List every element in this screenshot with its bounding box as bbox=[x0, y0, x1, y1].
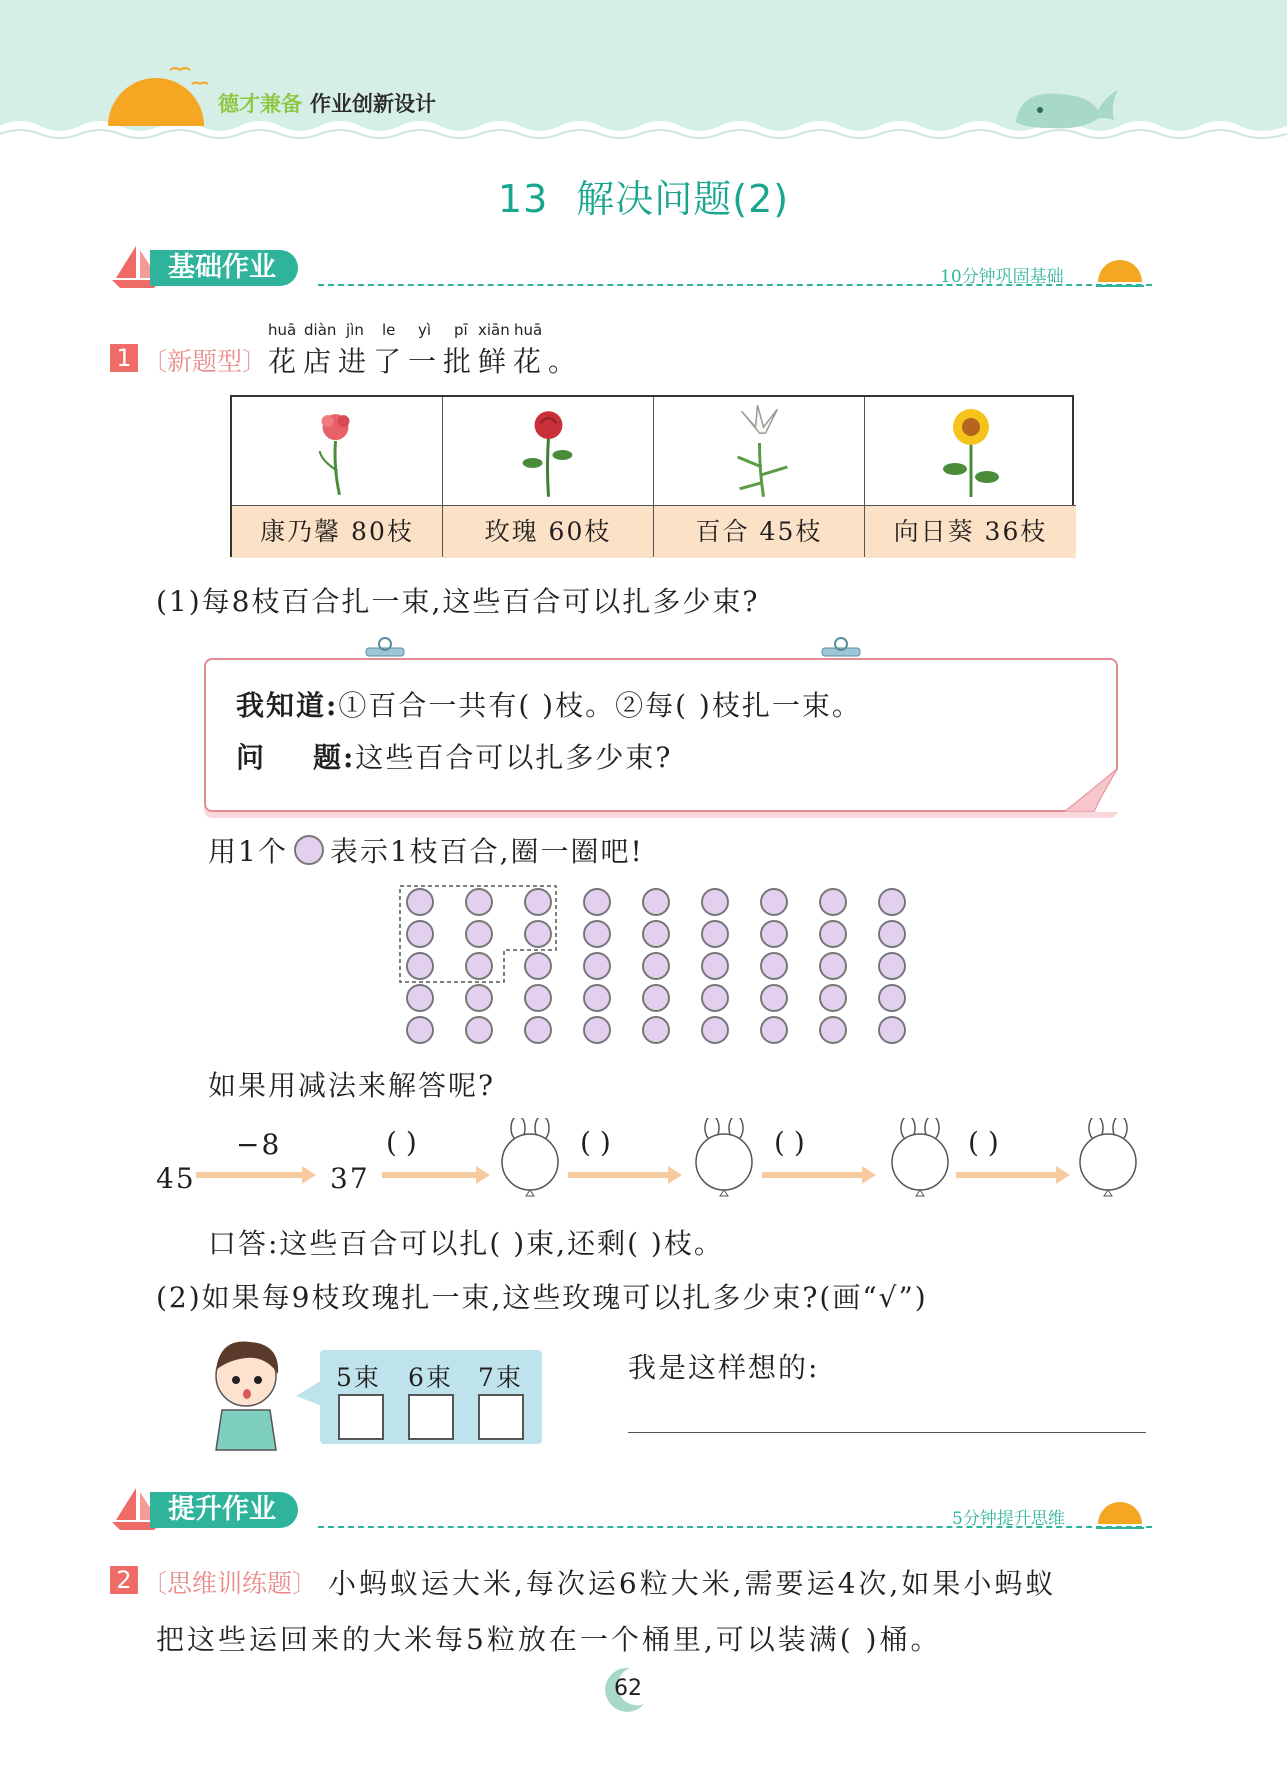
pinyin-syllable: xiān bbox=[478, 321, 510, 339]
know-text: ①百合一共有( )枝。②每( )枝扎一束。 bbox=[338, 689, 862, 722]
lily-dot[interactable] bbox=[878, 984, 906, 1012]
lily-dot[interactable] bbox=[819, 952, 847, 980]
lily-dot[interactable] bbox=[878, 888, 906, 916]
lily-dot[interactable] bbox=[819, 1016, 847, 1044]
answer-line[interactable] bbox=[628, 1432, 1146, 1433]
flower-label: 百合 45枝 bbox=[654, 505, 864, 558]
lily-dot[interactable] bbox=[524, 952, 552, 980]
question-number-1: 1 bbox=[110, 344, 138, 372]
part2-question: (2)如果每9枝玫瑰扎一束,这些玫瑰可以扎多少束?(画“√”) bbox=[156, 1281, 928, 1314]
lily-dot[interactable] bbox=[406, 920, 434, 948]
question-2-line-1: 小蚂蚁运大米,每次运6粒大米,需要运4次,如果小蚂蚁 bbox=[328, 1567, 1057, 1600]
section-advanced-subtitle: 5分钟提升思维 bbox=[952, 1509, 1065, 1529]
question-2-line-2: 把这些运回来的大米每5粒放在一个桶里,可以装满( )桶。 bbox=[156, 1623, 942, 1656]
circle-hint-pre: 用1个 bbox=[208, 835, 288, 868]
question-type-1: 〔新题型〕 bbox=[142, 347, 268, 376]
lily-dot[interactable] bbox=[701, 952, 729, 980]
part1-question: (1)每8枝百合扎一束,这些百合可以扎多少束? bbox=[156, 585, 760, 618]
brand-part2: 作业创新设计 bbox=[310, 92, 436, 116]
arrow-icon bbox=[382, 1166, 492, 1184]
flower-cell-rose bbox=[443, 397, 654, 557]
lily-dot[interactable] bbox=[406, 952, 434, 980]
question-row bbox=[236, 736, 672, 776]
lily-dot[interactable] bbox=[760, 1016, 788, 1044]
choice-label-2: 6束 bbox=[408, 1363, 453, 1392]
lily-dot[interactable] bbox=[583, 1016, 611, 1044]
flower-cell-carnation bbox=[232, 397, 443, 557]
boy-avatar-icon bbox=[200, 1330, 292, 1456]
lily-dot[interactable] bbox=[878, 952, 906, 980]
pinyin-syllable: le bbox=[382, 321, 396, 339]
think-label: 我是这样想的: bbox=[628, 1351, 820, 1384]
page-title bbox=[0, 168, 1287, 223]
question-type-2: 〔思维训练题〕 bbox=[142, 1569, 318, 1598]
lily-dot[interactable] bbox=[701, 888, 729, 916]
blank-paren[interactable]: ( ) bbox=[968, 1126, 999, 1159]
lily-dot-legend-icon bbox=[294, 835, 324, 865]
bunny-balloon-icon bbox=[692, 1118, 756, 1198]
bunny-balloon-icon bbox=[1076, 1118, 1140, 1198]
blank-paren[interactable]: ( ) bbox=[580, 1126, 611, 1159]
lily-dot[interactable] bbox=[642, 920, 670, 948]
sun-icon bbox=[100, 58, 210, 128]
flower-cell-lily bbox=[654, 397, 865, 557]
lily-dot[interactable] bbox=[642, 1016, 670, 1044]
circle-hint bbox=[208, 830, 644, 870]
small-sun-icon bbox=[1092, 252, 1148, 292]
lily-dot[interactable] bbox=[406, 1016, 434, 1044]
lily-dot[interactable] bbox=[465, 888, 493, 916]
lily-dot[interactable] bbox=[583, 920, 611, 948]
bunny-balloon-icon bbox=[888, 1118, 952, 1198]
pinyin-syllable: pī bbox=[454, 321, 468, 339]
lily-dot[interactable] bbox=[583, 888, 611, 916]
pinyin-syllable: huā bbox=[268, 321, 297, 339]
lily-dot[interactable] bbox=[819, 920, 847, 948]
chain-step: −8 bbox=[236, 1128, 282, 1161]
arrow-icon bbox=[956, 1166, 1074, 1184]
lily-dot[interactable] bbox=[701, 1016, 729, 1044]
sunflower-icon bbox=[865, 397, 1076, 505]
lily-dot[interactable] bbox=[524, 888, 552, 916]
lily-dot[interactable] bbox=[878, 1016, 906, 1044]
pinyin-row bbox=[268, 321, 568, 341]
lily-dot[interactable] bbox=[642, 984, 670, 1012]
lily-dot[interactable] bbox=[583, 952, 611, 980]
lily-dot[interactable] bbox=[524, 984, 552, 1012]
pinyin-syllable: huā bbox=[514, 321, 543, 339]
lily-dot[interactable] bbox=[819, 984, 847, 1012]
oral-answer: 口答:这些百合可以扎( )束,还剩( )枝。 bbox=[208, 1227, 724, 1260]
flower-label: 向日葵 36枝 bbox=[865, 505, 1076, 558]
lily-dot[interactable] bbox=[642, 888, 670, 916]
flower-cell-sunflower bbox=[865, 397, 1076, 557]
flower-label: 康乃馨 80枝 bbox=[232, 505, 442, 558]
lily-dot[interactable] bbox=[465, 952, 493, 980]
lily-dot[interactable] bbox=[465, 1016, 493, 1044]
chain-second: 37 bbox=[330, 1162, 370, 1195]
flower-label: 玫瑰 60枝 bbox=[443, 505, 653, 558]
lily-dot[interactable] bbox=[760, 984, 788, 1012]
lily-dot[interactable] bbox=[760, 952, 788, 980]
lily-dot[interactable] bbox=[701, 920, 729, 948]
blank-paren[interactable]: ( ) bbox=[774, 1126, 805, 1159]
subtract-prompt: 如果用减法来解答呢? bbox=[208, 1069, 496, 1102]
choice-label-1: 5束 bbox=[336, 1363, 381, 1392]
lily-dot[interactable] bbox=[819, 888, 847, 916]
question-label: 问 题: bbox=[236, 741, 356, 774]
section-basic-subtitle: 10分钟巩固基础 bbox=[940, 267, 1064, 287]
small-sun-icon bbox=[1092, 1494, 1148, 1534]
bunny-balloon-icon bbox=[498, 1118, 562, 1198]
page-number: 62 bbox=[614, 1676, 642, 1701]
pinyin-syllable: yì bbox=[418, 321, 432, 339]
clip-icon bbox=[362, 636, 408, 658]
question-number-2: 2 bbox=[110, 1566, 138, 1594]
lily-dot[interactable] bbox=[524, 920, 552, 948]
whale-icon bbox=[1010, 76, 1120, 132]
lily-dot[interactable] bbox=[406, 984, 434, 1012]
question-1-stem: 花店进了一批鲜花。 bbox=[268, 345, 584, 378]
section-basic-tag: 基础作业 bbox=[150, 250, 298, 286]
section-advanced-tag: 提升作业 bbox=[150, 1492, 298, 1528]
lily-dot[interactable] bbox=[642, 952, 670, 980]
rose-icon bbox=[443, 397, 653, 505]
arrow-icon bbox=[568, 1166, 686, 1184]
lesson-title: 解决问题(2) bbox=[576, 177, 790, 221]
lily-dot[interactable] bbox=[878, 920, 906, 948]
arrow-icon bbox=[196, 1166, 318, 1184]
note-card bbox=[204, 658, 1118, 812]
know-row bbox=[236, 684, 862, 724]
carnation-icon bbox=[232, 397, 442, 505]
lily-dot[interactable] bbox=[760, 920, 788, 948]
lily-dot[interactable] bbox=[465, 920, 493, 948]
lily-dot[interactable] bbox=[583, 984, 611, 1012]
pinyin-syllable: jìn bbox=[346, 321, 364, 339]
lily-icon bbox=[654, 397, 864, 505]
choice-checkbox-2[interactable] bbox=[408, 1394, 454, 1440]
lily-dot[interactable] bbox=[406, 888, 434, 916]
lesson-number: 13 bbox=[497, 177, 549, 221]
circle-hint-post: 表示1枝百合,圈一圈吧! bbox=[329, 835, 644, 868]
know-label: 我知道: bbox=[236, 689, 339, 722]
brand-part1: 德才兼备 bbox=[218, 92, 302, 116]
lily-dot[interactable] bbox=[701, 984, 729, 1012]
choice-checkbox-3[interactable] bbox=[478, 1394, 524, 1440]
lily-dot[interactable] bbox=[760, 888, 788, 916]
arrow-icon bbox=[762, 1166, 880, 1184]
flower-table bbox=[230, 395, 1074, 557]
speech-tail-icon bbox=[296, 1380, 322, 1406]
brand bbox=[218, 88, 436, 118]
clip-icon bbox=[818, 636, 864, 658]
chain-start: 45 bbox=[156, 1162, 196, 1195]
choice-checkbox-1[interactable] bbox=[338, 1394, 384, 1440]
pinyin-syllable: diàn bbox=[304, 321, 337, 339]
lily-dot[interactable] bbox=[465, 984, 493, 1012]
lily-dot[interactable] bbox=[524, 1016, 552, 1044]
choice-label-3: 7束 bbox=[478, 1363, 523, 1392]
blank-paren[interactable]: ( ) bbox=[386, 1126, 417, 1159]
dot-grid bbox=[400, 884, 920, 1044]
page-curl-icon bbox=[1064, 768, 1118, 812]
question-text: 这些百合可以扎多少束? bbox=[355, 741, 673, 774]
